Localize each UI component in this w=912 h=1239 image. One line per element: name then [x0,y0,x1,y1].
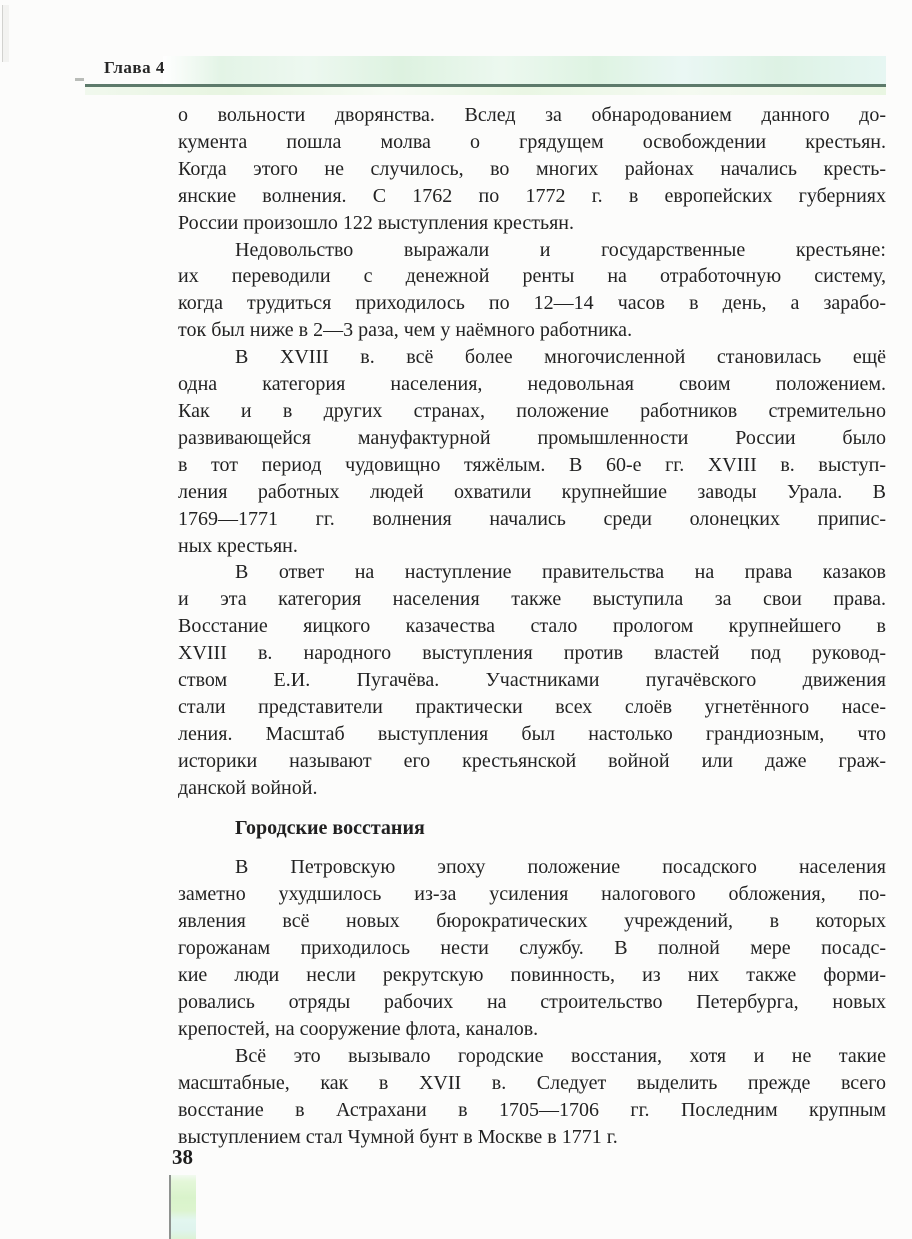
section-heading: Городские восстания [235,816,425,839]
text-line: историки называют его крестьянской войной или даже граж- [178,749,886,772]
text-line: масштабные, как в XVII в. Следует выделить прежде всего [178,1071,886,1094]
text-line: и эта категория населения также выступила за свои права. [178,588,886,611]
paragraph [178,559,886,801]
text-line: их переводили с денежной ренты на отработочную систему, [178,265,886,288]
text-line: ных крестьян. [178,534,298,557]
text-line: выступлением стал Чумной бунт в Москве в 1771 г. [178,1125,618,1148]
text-line: ток был ниже в 2—3 раза, чем у наёмного работника. [178,319,633,342]
text-line: кумента пошла молва о грядущем освобождении крестьян. [178,130,886,153]
page-edge-artifact [2,5,9,62]
chapter-header-band [163,56,886,84]
text-line: Всё это вызывало городские восстания, хотя и не такие [235,1044,886,1067]
text-line: ровались отряды рабочих на строительство Петербурга, новых [178,991,886,1013]
text-line: В Петровскую эпоху положение посадского населения [235,856,886,879]
text-line: Восстание яицкого казачества стало прологом крупнейшего в [178,615,886,638]
text-line: данской войной. [178,776,318,799]
chapter-header-understrip [85,87,886,95]
text-line: Как и в других странах, положение работников стремительно [178,399,886,422]
paragraph [178,854,886,1042]
header-tick-mark [75,78,84,81]
text-line: крепостей, на сооружение флота, каналов. [178,1017,539,1040]
page-number: 38 [172,1145,193,1169]
text-line: восстание в Астрахани в 1705—1706 гг. Последним крупным [178,1098,886,1121]
text-line: в тот период чудовищно тяжёлым. В 60-е гг. XVIII в. выступ- [178,453,886,476]
text-line: России произошло 122 выступления крестьян. [178,211,574,234]
text-line: XVIII в. народного выступления против властей под руковод- [178,642,886,665]
text-line: заметно ухудшилось из-за усиления налогового обложения, по- [178,883,886,906]
text-line: 1769—1771 гг. волнения начались среди олонецких припис- [178,507,886,530]
text-line: Недовольство выражали и государственные крестьяне: [235,238,886,261]
text-line: одна категория населения, недовольная своим положением. [178,373,886,396]
text-line: горожанам приходилось нести службу. В полной мере посадс- [178,937,886,960]
paragraph [178,344,886,559]
text-line: кие люди несли рекрутскую повинность, из них также форми- [178,964,886,987]
footer-accent-bar [169,1175,196,1239]
text-line: Когда этого не случилось, во многих районах начались кресть- [178,157,886,180]
text-line: о вольности дворянства. Вслед за обнародованием данного до- [178,104,886,126]
text-line: стали представители практически всех слоёв угнетённого насе- [178,695,886,718]
text-line: ления работных людей охватили крупнейшие заводы Урала. В [178,480,886,503]
text-line: развивающейся мануфактурной промышленности России было [178,426,886,449]
paragraph [178,237,886,345]
text-line: явления всё новых бюрократических учреждений, в которых [178,910,886,933]
chapter-label: Глава 4 [104,58,165,77]
text-line: В XVIII в. всё более многочисленной становилась ещё [235,346,886,369]
text-line: ления. Масштаб выступления был настолько грандиозным, что [178,722,886,745]
text-line: когда трудиться приходилось по 12—14 часов в день, а зарабо- [178,292,886,315]
text-line: В ответ на наступление правительства на права казаков [235,561,886,584]
text-line: янские волнения. С 1762 по 1772 г. в европейских губерниях [178,184,886,207]
text-line: ством Е.И. Пугачёва. Участниками пугачёвского движения [178,669,886,692]
text-column [178,102,886,1150]
paragraph [178,1043,886,1151]
paragraph [178,102,886,237]
